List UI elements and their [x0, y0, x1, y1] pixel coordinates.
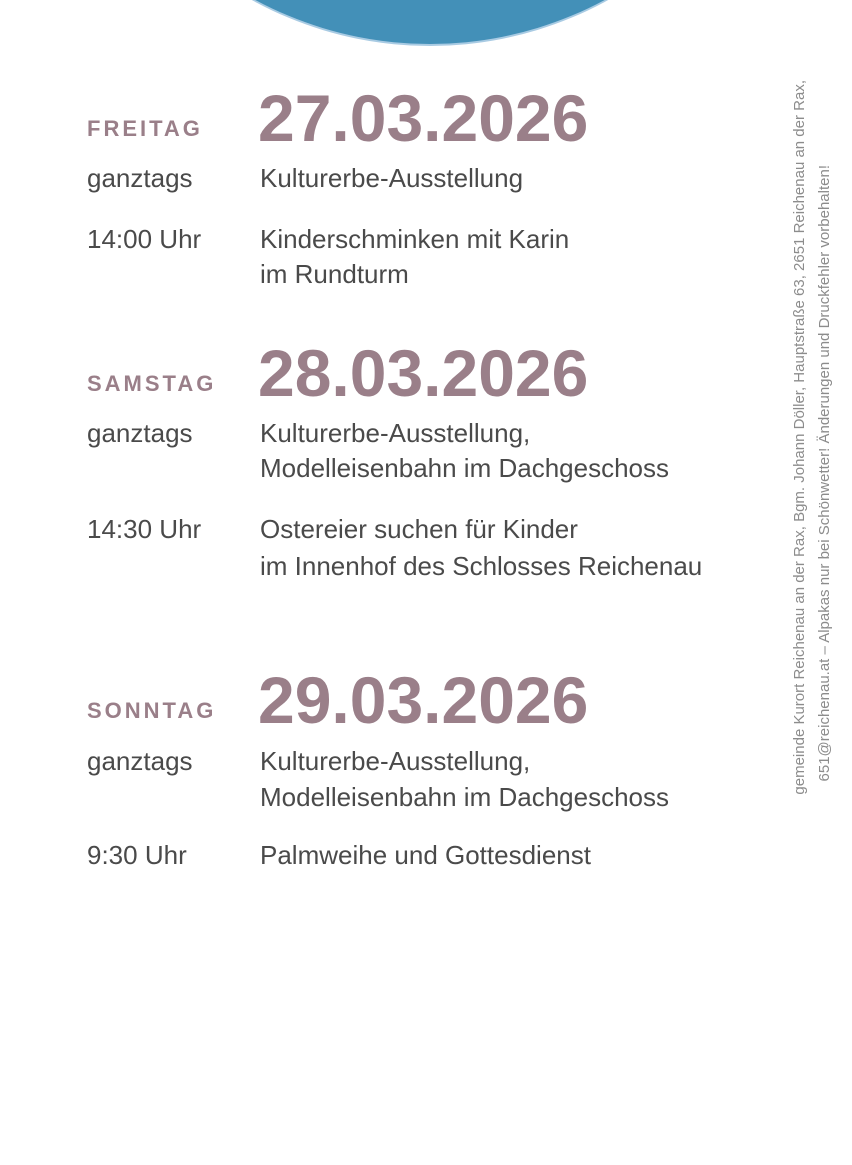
event-title-line2: Modelleisenbahn im Dachgeschoss: [260, 453, 670, 483]
day-label-friday: FREITAG: [87, 116, 203, 141]
imprint-line-1: gemeinde Kurort Reichenau an der Rax, Bgm. Johann Döller, Hauptstraße 63, 2651 Reichenau an der Rax,: [791, 80, 808, 795]
date-friday: 27.03.2026: [258, 81, 589, 155]
day-label-saturday: SAMSTAG: [87, 371, 217, 396]
event-title-line2: Modelleisenbahn im Dachgeschoss: [260, 782, 670, 812]
event-title: Ostereier suchen für Kinder: [260, 514, 578, 544]
event-title: Kulturerbe-Ausstellung,: [260, 746, 531, 776]
event-time: ganztags: [87, 163, 193, 193]
event-title: Kinderschminken mit Karin: [260, 224, 570, 254]
event-time: ganztags: [87, 418, 193, 448]
event-title: Palmweihe und Gottesdienst: [260, 840, 591, 870]
event-time: 14:00 Uhr: [87, 224, 202, 254]
imprint-line-2: 651@reichenau.at – Alpakas nur bei Schönwetter! Änderungen und Druckfehler vorbehalten!: [816, 165, 833, 782]
event-title: Kulturerbe-Ausstellung,: [260, 418, 531, 448]
day-label-sunday: SONNTAG: [87, 698, 217, 723]
event-title-line2: im Rundturm: [260, 259, 409, 289]
event-title-line2: im Innenhof des Schlosses Reichenau: [260, 551, 703, 581]
event-time: 9:30 Uhr: [87, 840, 187, 870]
event-time: 14:30 Uhr: [87, 514, 202, 544]
date-sunday: 29.03.2026: [258, 663, 589, 737]
event-time: ganztags: [87, 746, 193, 776]
header-blue-arc: [60, 0, 800, 44]
event-title: Kulturerbe-Ausstellung: [260, 163, 524, 193]
date-saturday: 28.03.2026: [258, 336, 589, 410]
